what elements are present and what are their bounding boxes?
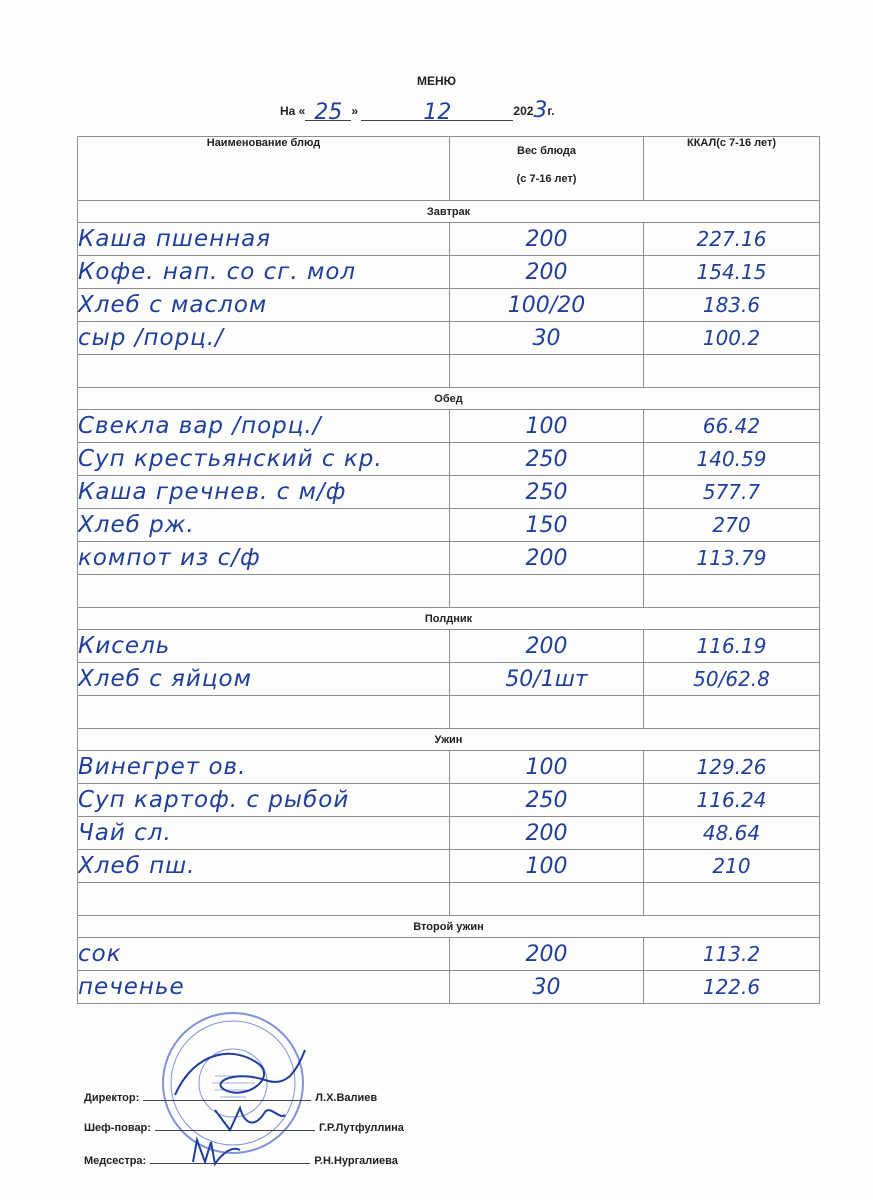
table-row (78, 542, 820, 575)
table-row (78, 223, 820, 256)
dish-weight: 200 (450, 938, 644, 971)
dish-name: Хлеб рж. (78, 509, 450, 542)
dish-kcal: 577.7 (644, 476, 820, 509)
table-row (78, 410, 820, 443)
dish-kcal: 122.6 (644, 971, 820, 1004)
table-header-row (78, 137, 820, 201)
document-title: МЕНЮ (416, 74, 457, 88)
empty-row (78, 696, 820, 729)
date-day-close: » (351, 104, 359, 118)
dish-weight: 250 (450, 443, 644, 476)
dish-name: печенье (78, 971, 450, 1004)
dish-kcal: 183.6 (644, 289, 820, 322)
section-row (78, 729, 820, 751)
dish-kcal: 113.79 (644, 542, 820, 575)
dish-name: Хлеб с маслом (78, 289, 450, 322)
dish-weight: 250 (450, 476, 644, 509)
dish-weight: 50/1шт (450, 663, 644, 696)
menu-date (280, 96, 555, 125)
dish-kcal: 100.2 (644, 322, 820, 355)
section-title: Обед (78, 388, 820, 410)
dish-kcal: 50/62.8 (644, 663, 820, 696)
menu-table (77, 136, 820, 1004)
dish-kcal: 129.26 (644, 751, 820, 784)
dish-kcal: 140.59 (644, 443, 820, 476)
dish-kcal: 116.19 (644, 630, 820, 663)
chef-name: Г.Р.Лутфуллина (318, 1122, 404, 1134)
table-row (78, 971, 820, 1004)
dish-name: Кисель (78, 630, 450, 663)
dish-name: Винегрет ов. (78, 751, 450, 784)
section-title: Второй ужин (78, 916, 820, 938)
dish-weight: 200 (450, 542, 644, 575)
header-weight-line1: Вес блюда (517, 145, 576, 157)
table-row (78, 630, 820, 663)
empty-row (78, 883, 820, 916)
dish-weight: 30 (450, 322, 644, 355)
nurse-name: Р.Н.Нургалиева (314, 1155, 398, 1167)
dish-name: Чай сл. (78, 817, 450, 850)
section-title: Полдник (78, 608, 820, 630)
section-title: Завтрак (78, 201, 820, 223)
date-day: 25 (314, 100, 343, 125)
dish-weight: 200 (450, 223, 644, 256)
table-row (78, 663, 820, 696)
date-year-suffix: г. (547, 104, 555, 118)
table-row (78, 784, 820, 817)
date-year-digit: 3 (533, 98, 548, 123)
table-row (78, 289, 820, 322)
director-label: Директор: (84, 1092, 140, 1104)
section-row (78, 608, 820, 630)
dish-name: Каша гречнев. с м/ф (78, 476, 450, 509)
dish-weight: 200 (450, 817, 644, 850)
dish-name: Каша пшенная (78, 223, 450, 256)
nurse-label: Медсестра: (84, 1155, 147, 1167)
header-kcal: ККАЛ(с 7-16 лет) (644, 137, 820, 201)
dish-name: Хлеб пш. (78, 850, 450, 883)
dish-weight: 200 (450, 630, 644, 663)
section-title: Ужин (78, 729, 820, 751)
table-row (78, 476, 820, 509)
empty-row (78, 575, 820, 608)
date-day-field (305, 98, 351, 125)
dish-kcal: 116.24 (644, 784, 820, 817)
header-dish: Наименование блюд (78, 137, 450, 201)
date-month: 12 (423, 100, 452, 125)
dish-weight: 250 (450, 784, 644, 817)
table-row (78, 751, 820, 784)
header-weight (450, 137, 644, 201)
dish-kcal: 210 (644, 850, 820, 883)
dish-name: Суп крестьянский с кр. (78, 443, 450, 476)
table-row (78, 817, 820, 850)
table-row (78, 256, 820, 289)
dish-kcal: 48.64 (644, 817, 820, 850)
dish-name: компот из с/ф (78, 542, 450, 575)
empty-row (78, 355, 820, 388)
director-name: Л.Х.Валиев (315, 1092, 378, 1104)
section-row (78, 201, 820, 223)
dish-kcal: 113.2 (644, 938, 820, 971)
table-row (78, 850, 820, 883)
dish-kcal: 154.15 (644, 256, 820, 289)
header-weight-line2: (с 7-16 лет) (516, 173, 577, 185)
dish-weight: 100/20 (450, 289, 644, 322)
dish-name: сок (78, 938, 450, 971)
dish-name: сыр /порц./ (78, 322, 450, 355)
section-row (78, 388, 820, 410)
dish-kcal: 270 (644, 509, 820, 542)
dish-weight: 200 (450, 256, 644, 289)
dish-kcal: 227.16 (644, 223, 820, 256)
chef-label: Шеф-повар: (84, 1122, 151, 1134)
nurse-signature-icon (185, 1132, 245, 1172)
dish-name: Кофе. нап. со сг. мол (78, 256, 450, 289)
date-year-prefix: 202 (513, 104, 534, 118)
dish-kcal: 66.42 (644, 410, 820, 443)
table-row (78, 509, 820, 542)
table-row (78, 443, 820, 476)
dish-name: Свекла вар /порц./ (78, 410, 450, 443)
dish-weight: 150 (450, 509, 644, 542)
date-month-field (361, 98, 513, 125)
dish-name: Суп картоф. с рыбой (78, 784, 450, 817)
dish-weight: 30 (450, 971, 644, 1004)
dish-weight: 100 (450, 410, 644, 443)
dish-weight: 100 (450, 751, 644, 784)
table-row (78, 938, 820, 971)
date-prefix: На « (280, 104, 306, 118)
dish-weight: 100 (450, 850, 644, 883)
section-row (78, 916, 820, 938)
dish-name: Хлеб с яйцом (78, 663, 450, 696)
table-row (78, 322, 820, 355)
